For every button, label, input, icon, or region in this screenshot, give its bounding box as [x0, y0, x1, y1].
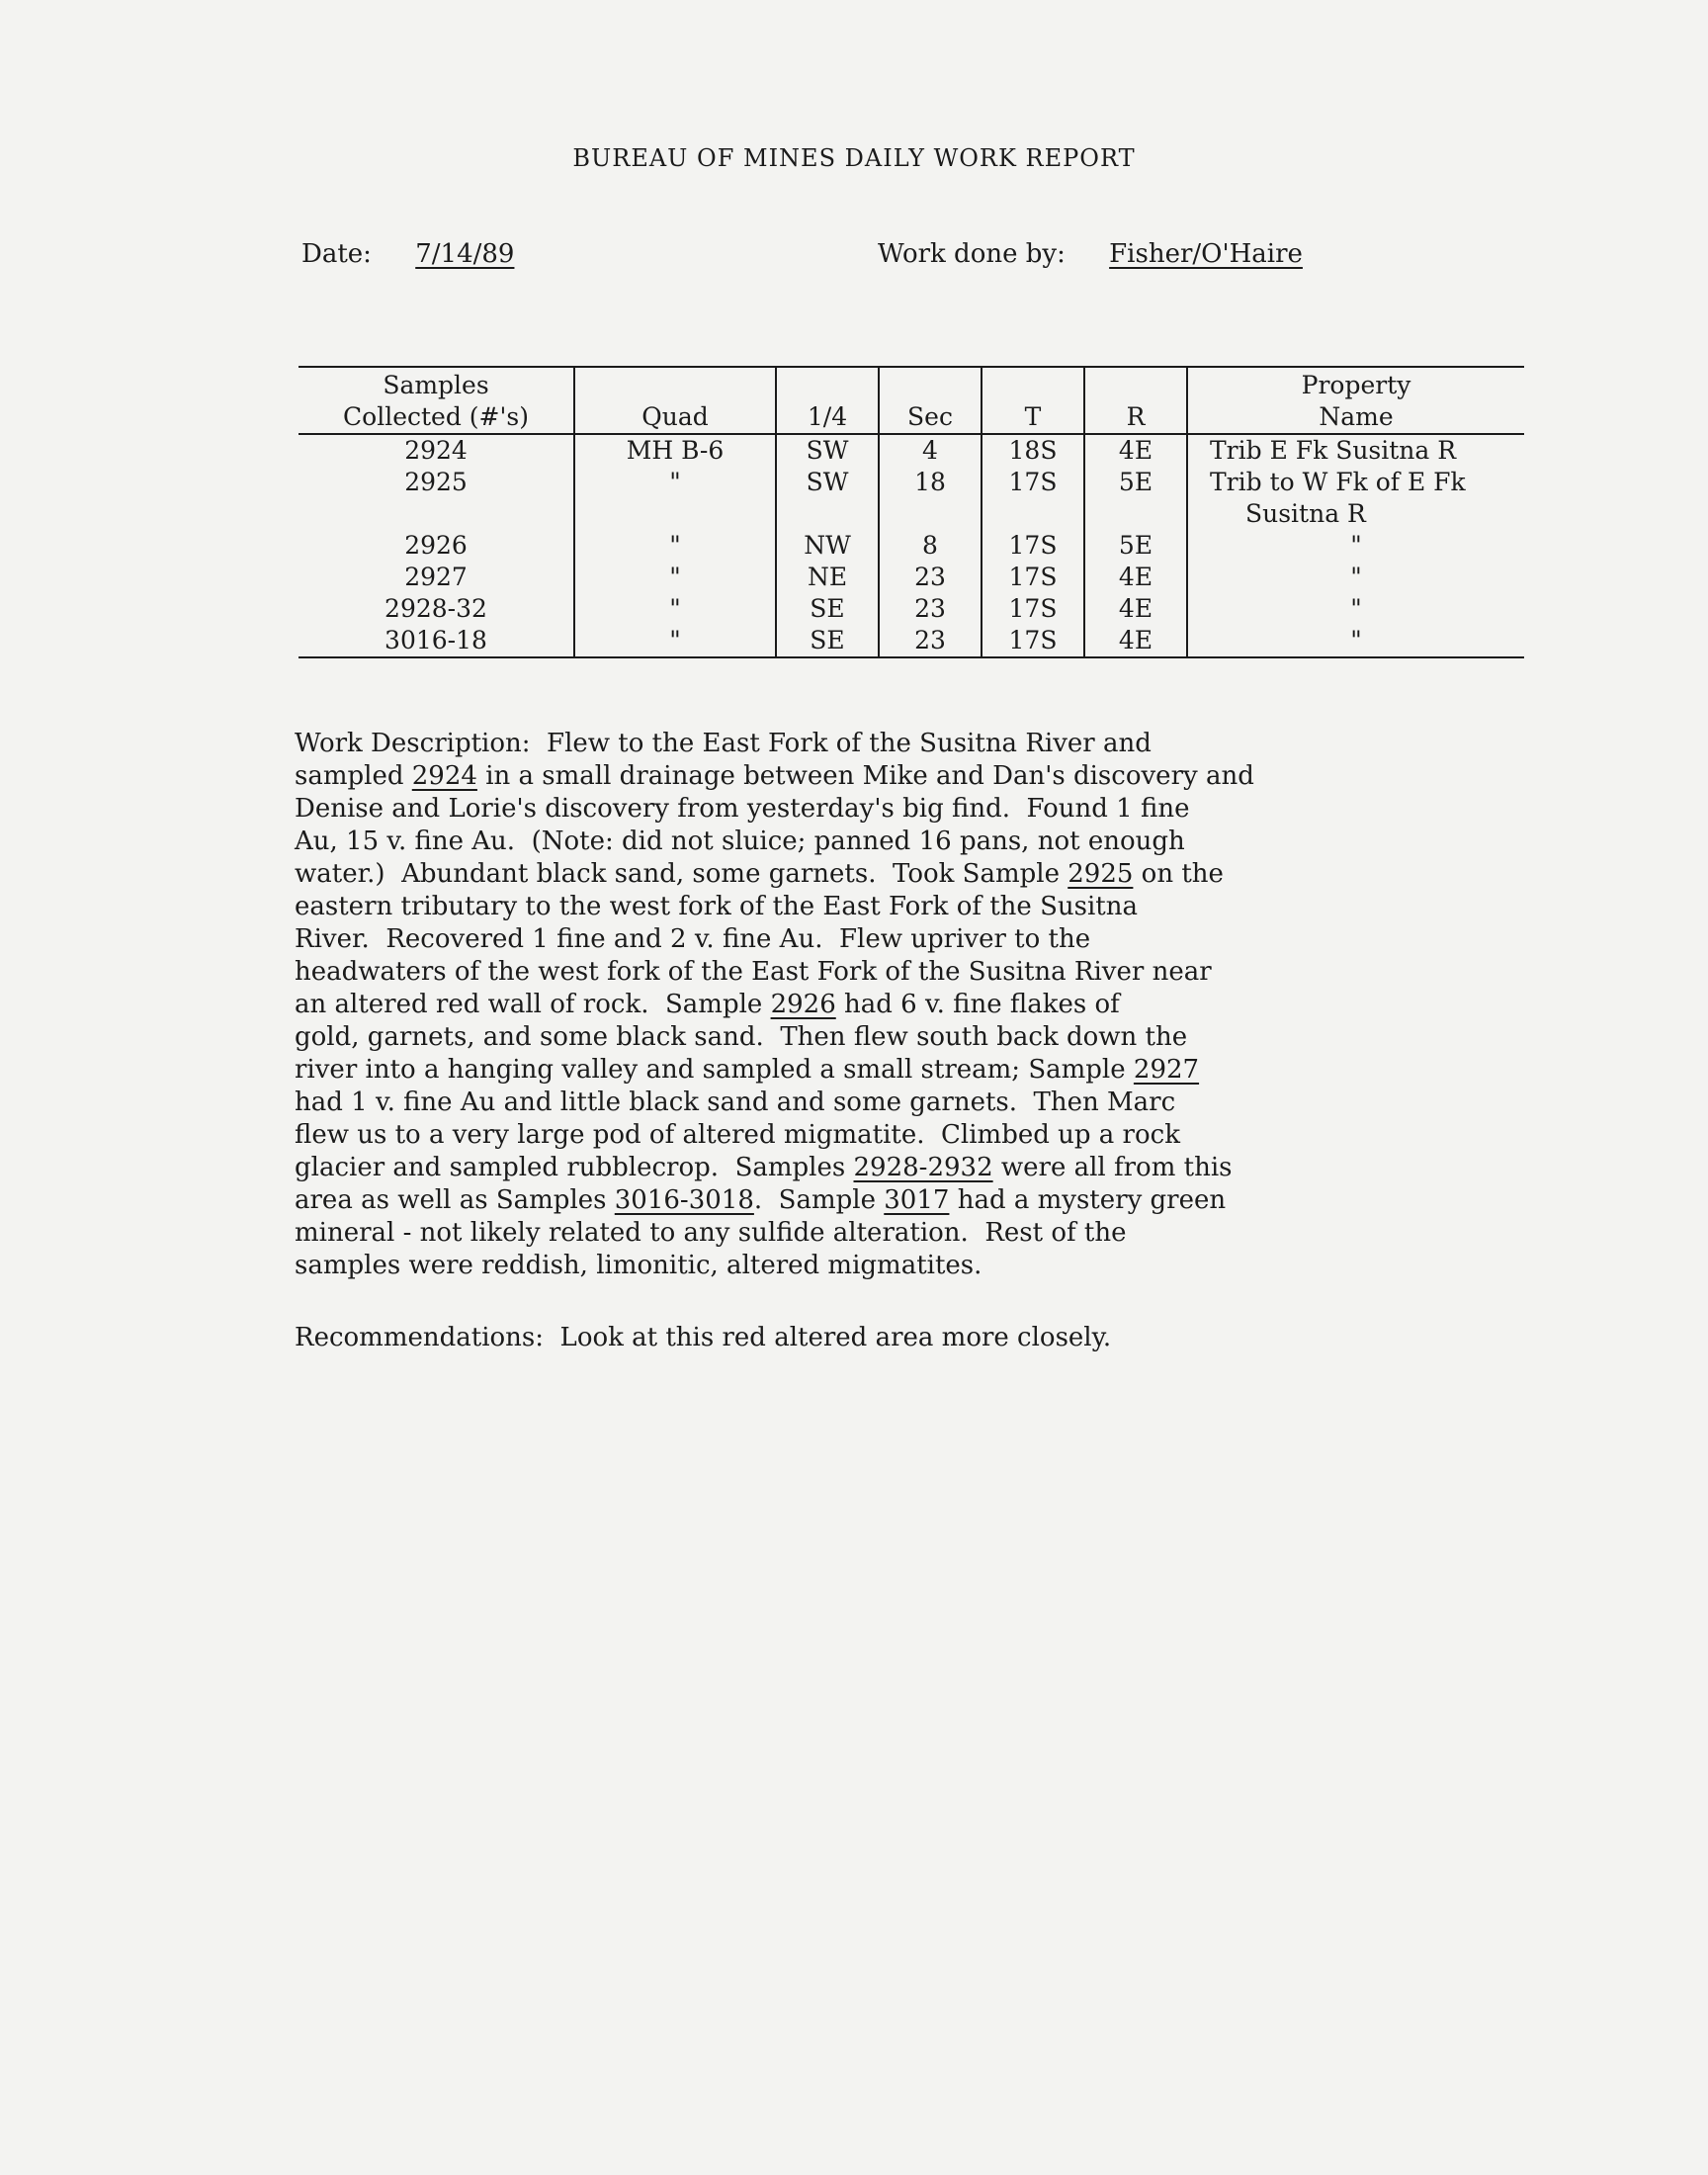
cell-t: 17S: [982, 625, 1084, 657]
cell-t: 17S: [982, 530, 1084, 562]
cell-t: 17S: [982, 467, 1084, 530]
cell-t: 17S: [982, 593, 1084, 625]
report-title: BUREAU OF MINES DAILY WORK REPORT: [572, 144, 1136, 172]
work-done-by-value: Fisher/O'Haire: [1109, 239, 1303, 269]
cell-property: ": [1187, 593, 1524, 625]
cell-property: Trib to W Fk of E Fk Susitna R: [1187, 467, 1524, 530]
cell-r: 5E: [1084, 467, 1187, 530]
cell-quarter: SE: [776, 625, 879, 657]
cell-property: ": [1187, 530, 1524, 562]
table-row: [299, 530, 1524, 562]
cell-quarter: SW: [776, 467, 879, 530]
cell-r: 4E: [1084, 434, 1187, 467]
cell-sample: 2925: [404, 468, 468, 496]
header-quarter: 1/4: [776, 367, 879, 434]
sample-ref: 2927: [1133, 1055, 1200, 1085]
work-description: Work Description: Flew to the East Fork of the Susitna River and sampled 2924 in a small drainage between Mike and Dan's discovery and Denise and Lorie's discovery from yesterday's big find. Found 1 fine Au, 15 v. fine Au. (Note: did not sluice; panned 16 pans, not enough water.) Abundant black sand, some garnets. Took Sample 2925 on the eastern tributary to the west fork of the East Fork of the Susitna River. Recovered 1 fine and 2 v. fine Au. Flew upriver to the headwaters of the west fork of the East Fork of the Susitna River near an altered red wall of rock. Sample 2926 had 6 v. fine flakes of gold, garnets, and some black sand. Then flew south back down the river into a hanging valley and sampled a small stream; Sample 2927 had 1 v. fine Au and little black sand and some garnets. Then Marc flew us to a very large pod of altered migmatite. Climbed up a rock glacier and sampled rubblecrop. Samples 2928-2932 were all from this area as well as Samples 3016-3018. Sample 3017 had a mystery green mineral - not likely related to any sulfide alteration. Rest of the samples were reddish, limonitic, altered migmatites.: [295, 729, 1254, 1280]
cell-quarter: SE: [776, 593, 879, 625]
date-label: Date:: [301, 239, 372, 269]
cell-sample: 2928-32: [384, 594, 487, 623]
cell-sample: 2924: [404, 436, 468, 465]
table-header-row: [299, 367, 1524, 434]
sample-ref: 3016-3018: [614, 1185, 754, 1215]
header-r: R: [1084, 367, 1187, 434]
cell-quad: ": [574, 530, 776, 562]
cell-sec: 18: [879, 467, 982, 530]
sample-ref: 3017: [884, 1185, 950, 1215]
work-done-by-field: [878, 239, 1303, 269]
cell-quarter: SW: [776, 434, 879, 467]
recommendations: Recommendations: Look at this red altered area more closely.: [295, 1323, 1112, 1352]
table-row: [299, 434, 1524, 467]
sample-ref: 2925: [1068, 859, 1134, 889]
sample-ref: 2928-2932: [853, 1153, 993, 1182]
date-value: 7/14/89: [415, 239, 515, 269]
table-row: [299, 467, 1524, 530]
sample-ref: 2924: [411, 761, 477, 791]
cell-property: Trib E Fk Susitna R: [1187, 434, 1524, 467]
header-samples: Samples Collected (#'s): [299, 367, 574, 434]
header-sec: Sec: [879, 367, 982, 434]
header-quad: Quad: [574, 367, 776, 434]
cell-r: 4E: [1084, 593, 1187, 625]
cell-quarter: NW: [776, 530, 879, 562]
sample-ref: 2926: [770, 990, 836, 1019]
cell-quad: ": [574, 467, 776, 530]
cell-sec: 23: [879, 562, 982, 593]
date-field: [301, 239, 514, 269]
cell-sec: 8: [879, 530, 982, 562]
cell-quad: ": [574, 625, 776, 657]
table-row: [299, 593, 1524, 625]
cell-t: 18S: [982, 434, 1084, 467]
cell-r: 5E: [1084, 530, 1187, 562]
cell-t: 17S: [982, 562, 1084, 593]
cell-r: 4E: [1084, 562, 1187, 593]
samples-table: [299, 366, 1524, 658]
header-t: T: [982, 367, 1084, 434]
cell-quad: ": [574, 593, 776, 625]
cell-r: 4E: [1084, 625, 1187, 657]
cell-quarter: NE: [776, 562, 879, 593]
header-property-name: Property Name: [1187, 367, 1524, 434]
cell-sample: 2926: [404, 531, 468, 560]
cell-quad: ": [574, 562, 776, 593]
cell-property: ": [1187, 562, 1524, 593]
cell-sample: 3016-18: [384, 626, 487, 654]
cell-sec: 4: [879, 434, 982, 467]
work-done-by-label: Work done by:: [878, 239, 1066, 269]
cell-sec: 23: [879, 593, 982, 625]
cell-property: ": [1187, 625, 1524, 657]
table-row: [299, 625, 1524, 657]
cell-sample: 2927: [404, 563, 468, 591]
cell-sec: 23: [879, 625, 982, 657]
table-row: [299, 562, 1524, 593]
cell-quad: MH B-6: [574, 434, 776, 467]
